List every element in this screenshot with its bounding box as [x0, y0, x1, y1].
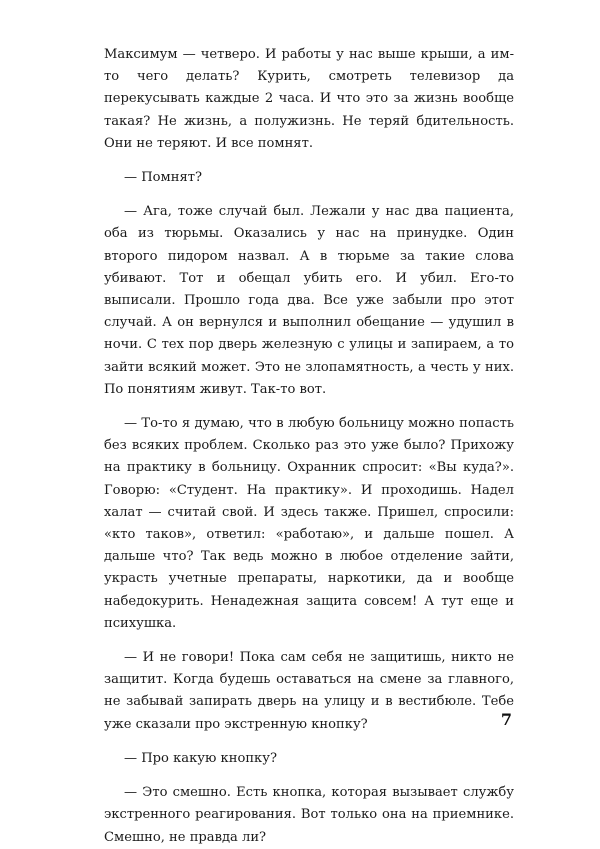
paragraph-7: — Это смешно. Есть кнопка, которая вызывает службу экстренного реагирования. Вот только она на приемнике. Смешно, не правда ли? — [104, 785, 514, 845]
paragraph-1: Максимум — четверо. И работы у нас выше крыши, а им-то чего делать? Курить, смотреть телевизор да перекусывать каждые 2 часа. И что это за жизнь вообще такая? Не жизнь, а полужизнь. Не теряй бдительность. Они не теряют. И все помнят. — [104, 47, 514, 151]
paragraph-5: — И не говори! Пока сам себя не защитишь, никто не защитит. Когда будешь оставаться на смене за главного, не забывай запирать дверь на улицу и в вестибюле. Тебе уже сказали про экстренную кнопку? — [104, 650, 514, 732]
paragraph-3: — Ага, тоже случай был. Лежали у нас два пациента, оба из тюрьмы. Оказались у нас на принудке. Один второго пидором назвал. А в тюрьме за такие слова убивают. Тот и обещал убить его. И убил. Его-то выписали. Прошло года два. Все уже забыли про этот случай. А он вернулся и выполнил обещание — удушил в ночи. С тех пор дверь железную с улицы и запираем, а то зайти всякий может. Это не злопамятность, а честь у них. По понятиям живут. Так-то вот. — [104, 204, 514, 397]
page-body-text — [104, 44, 514, 849]
page-number: 7 — [500, 710, 512, 729]
paragraph-4: — То-то я думаю, что в любую больницу можно попасть без всяких проблем. Сколько раз это уже было? Прихожу на практику в больницу. Охранник спросит: «Вы куда?». Говорю: «Студент. На практику». И проходишь. Надел халат — считай свой. И здесь также. Пришел, спросили: «кто таков», ответил: «работаю», и дальше пошел. А дальше что? Так ведь можно в любое отделение зайти, украсть учетные препараты, наркотики, да и вообще набедокурить. Ненадежная защита совсем! А тут еще и психушка. — [104, 416, 514, 631]
paragraph-2: — Помнят? — [124, 170, 202, 186]
paragraph-6: — Про какую кнопку? — [124, 750, 277, 766]
